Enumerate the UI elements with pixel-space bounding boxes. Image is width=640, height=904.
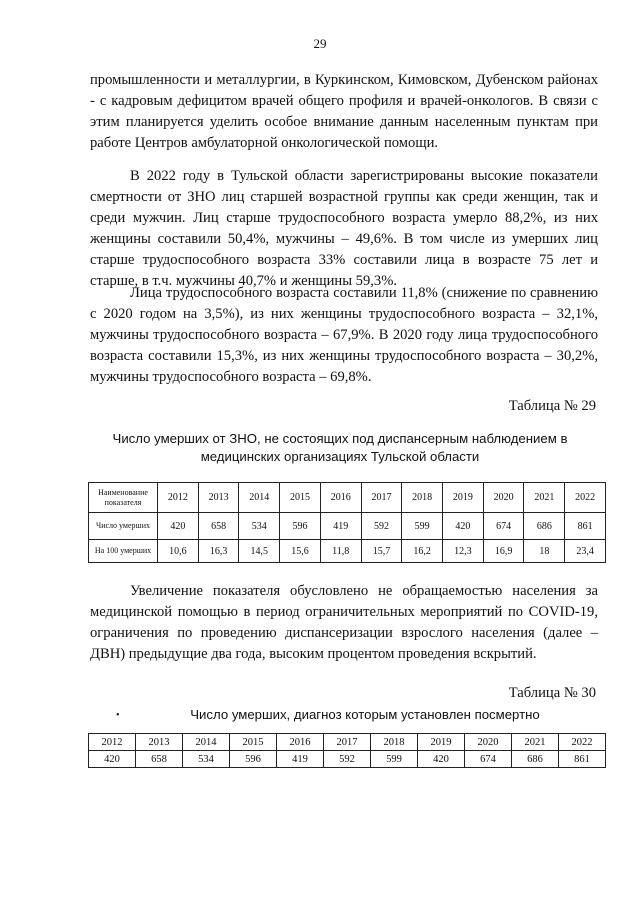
value-cell: 23,4 <box>565 540 606 563</box>
row-label-cell: На 100 умерших <box>89 540 158 563</box>
year-cell: 2022 <box>559 734 606 751</box>
value-cell: 419 <box>320 513 361 540</box>
table-29-label: Таблица № 29 <box>508 398 596 414</box>
year-cell: 2016 <box>320 483 361 513</box>
table-30-title: Число умерших, диагноз которым установлен посмертно <box>190 707 540 722</box>
year-cell: 2016 <box>277 734 324 751</box>
year-cell: 2022 <box>565 483 606 513</box>
table-row <box>89 751 606 768</box>
value-cell: 16,9 <box>483 540 524 563</box>
value-cell: 599 <box>402 513 443 540</box>
year-cell: 2021 <box>524 483 565 513</box>
row-label-cell: Число умерших <box>89 513 158 540</box>
paragraph-2: В 2022 году в Тульской области зарегистрированы высокие показатели смертности от ЗНО лиц старшей возрастной группы как среди женщин, так и среди мужчин. Лиц старше трудоспособного возраста умерло 88,2%, из них женщины составили 50,4%, мужчины – 49,6%. В том числе из умерших лиц старше трудоспособного возраста 33% составили лица в возрасте 75 лет и старше, в т.ч. мужчины 40,7% и женщины 59,3%. <box>90 168 598 289</box>
table-29 <box>88 482 606 563</box>
header-label-cell: Наименование показателя <box>89 483 158 513</box>
table-row <box>89 513 606 540</box>
table-29-title: Число умерших от ЗНО, не состоящих под диспансерным наблюдением в медицинских организациях Тульской области <box>112 431 568 464</box>
value-cell: 15,6 <box>280 540 321 563</box>
value-cell: 686 <box>524 513 565 540</box>
value-cell: 18 <box>524 540 565 563</box>
value-cell: 599 <box>371 751 418 768</box>
value-cell: 14,5 <box>239 540 280 563</box>
value-cell: 658 <box>136 751 183 768</box>
year-cell: 2015 <box>230 734 277 751</box>
value-cell: 16,2 <box>402 540 443 563</box>
value-cell: 674 <box>465 751 512 768</box>
year-cell: 2019 <box>443 483 484 513</box>
value-cell: 11,8 <box>320 540 361 563</box>
year-cell: 2018 <box>402 483 443 513</box>
year-cell: 2013 <box>136 734 183 751</box>
value-cell: 592 <box>324 751 371 768</box>
value-cell: 12,3 <box>443 540 484 563</box>
value-cell: 419 <box>277 751 324 768</box>
value-cell: 420 <box>158 513 199 540</box>
year-cell: 2020 <box>483 483 524 513</box>
year-cell: 2012 <box>89 734 136 751</box>
value-cell: 674 <box>483 513 524 540</box>
table-row <box>89 540 606 563</box>
value-cell: 420 <box>89 751 136 768</box>
year-cell: 2013 <box>198 483 239 513</box>
bullet-mark: • <box>116 710 120 721</box>
value-cell: 861 <box>559 751 606 768</box>
year-cell: 2017 <box>324 734 371 751</box>
value-cell: 534 <box>239 513 280 540</box>
value-cell: 861 <box>565 513 606 540</box>
value-cell: 534 <box>183 751 230 768</box>
table-30 <box>88 733 606 768</box>
paragraph-1: промышленности и металлургии, в Куркинском, Кимовском, Дубенском районах - с кадровым дефицитом врачей общего профиля и врачей-онкологов. В связи с этим планируется уделить особое внимание данным населенным пунктам при работе Центров амбулаторной онкологической помощи. <box>90 72 598 151</box>
year-cell: 2017 <box>361 483 402 513</box>
value-cell: 15,7 <box>361 540 402 563</box>
value-cell: 420 <box>443 513 484 540</box>
table-header-row <box>89 483 606 513</box>
year-cell: 2014 <box>239 483 280 513</box>
value-cell: 420 <box>418 751 465 768</box>
year-cell: 2019 <box>418 734 465 751</box>
value-cell: 596 <box>280 513 321 540</box>
year-cell: 2020 <box>465 734 512 751</box>
year-cell: 2015 <box>280 483 321 513</box>
year-cell: 2018 <box>371 734 418 751</box>
page-number: 29 <box>313 36 327 51</box>
value-cell: 658 <box>198 513 239 540</box>
table-header-row <box>89 734 606 751</box>
year-cell: 2014 <box>183 734 230 751</box>
year-cell: 2021 <box>512 734 559 751</box>
value-cell: 592 <box>361 513 402 540</box>
paragraph-3: Лица трудоспособного возраста составили 11,8% (снижение по сравнению с 2020 годом на 3,5%), из них женщины трудоспособного возраста – 32,1%, мужчины трудоспособного возраста – 67,9%. В 2020 году лица трудоспособного возраста составили 15,3%, из них женщины трудоспособного возраста – 30,2%, мужчины трудоспособного возраста – 69,8%. <box>90 285 598 385</box>
value-cell: 596 <box>230 751 277 768</box>
paragraph-4: Увеличение показателя обусловлено не обращаемостью населения за медицинской помощью в период ограничительных мероприятий по COVID-19, ограничения по проведению диспансеризации взрослого населения (далее – ДВН) предыдущие два года, высоким процентом проведения вскрытий. <box>90 583 598 662</box>
value-cell: 10,6 <box>158 540 199 563</box>
value-cell: 16,3 <box>198 540 239 563</box>
year-cell: 2012 <box>158 483 199 513</box>
table-30-label: Таблица № 30 <box>508 685 596 701</box>
value-cell: 686 <box>512 751 559 768</box>
